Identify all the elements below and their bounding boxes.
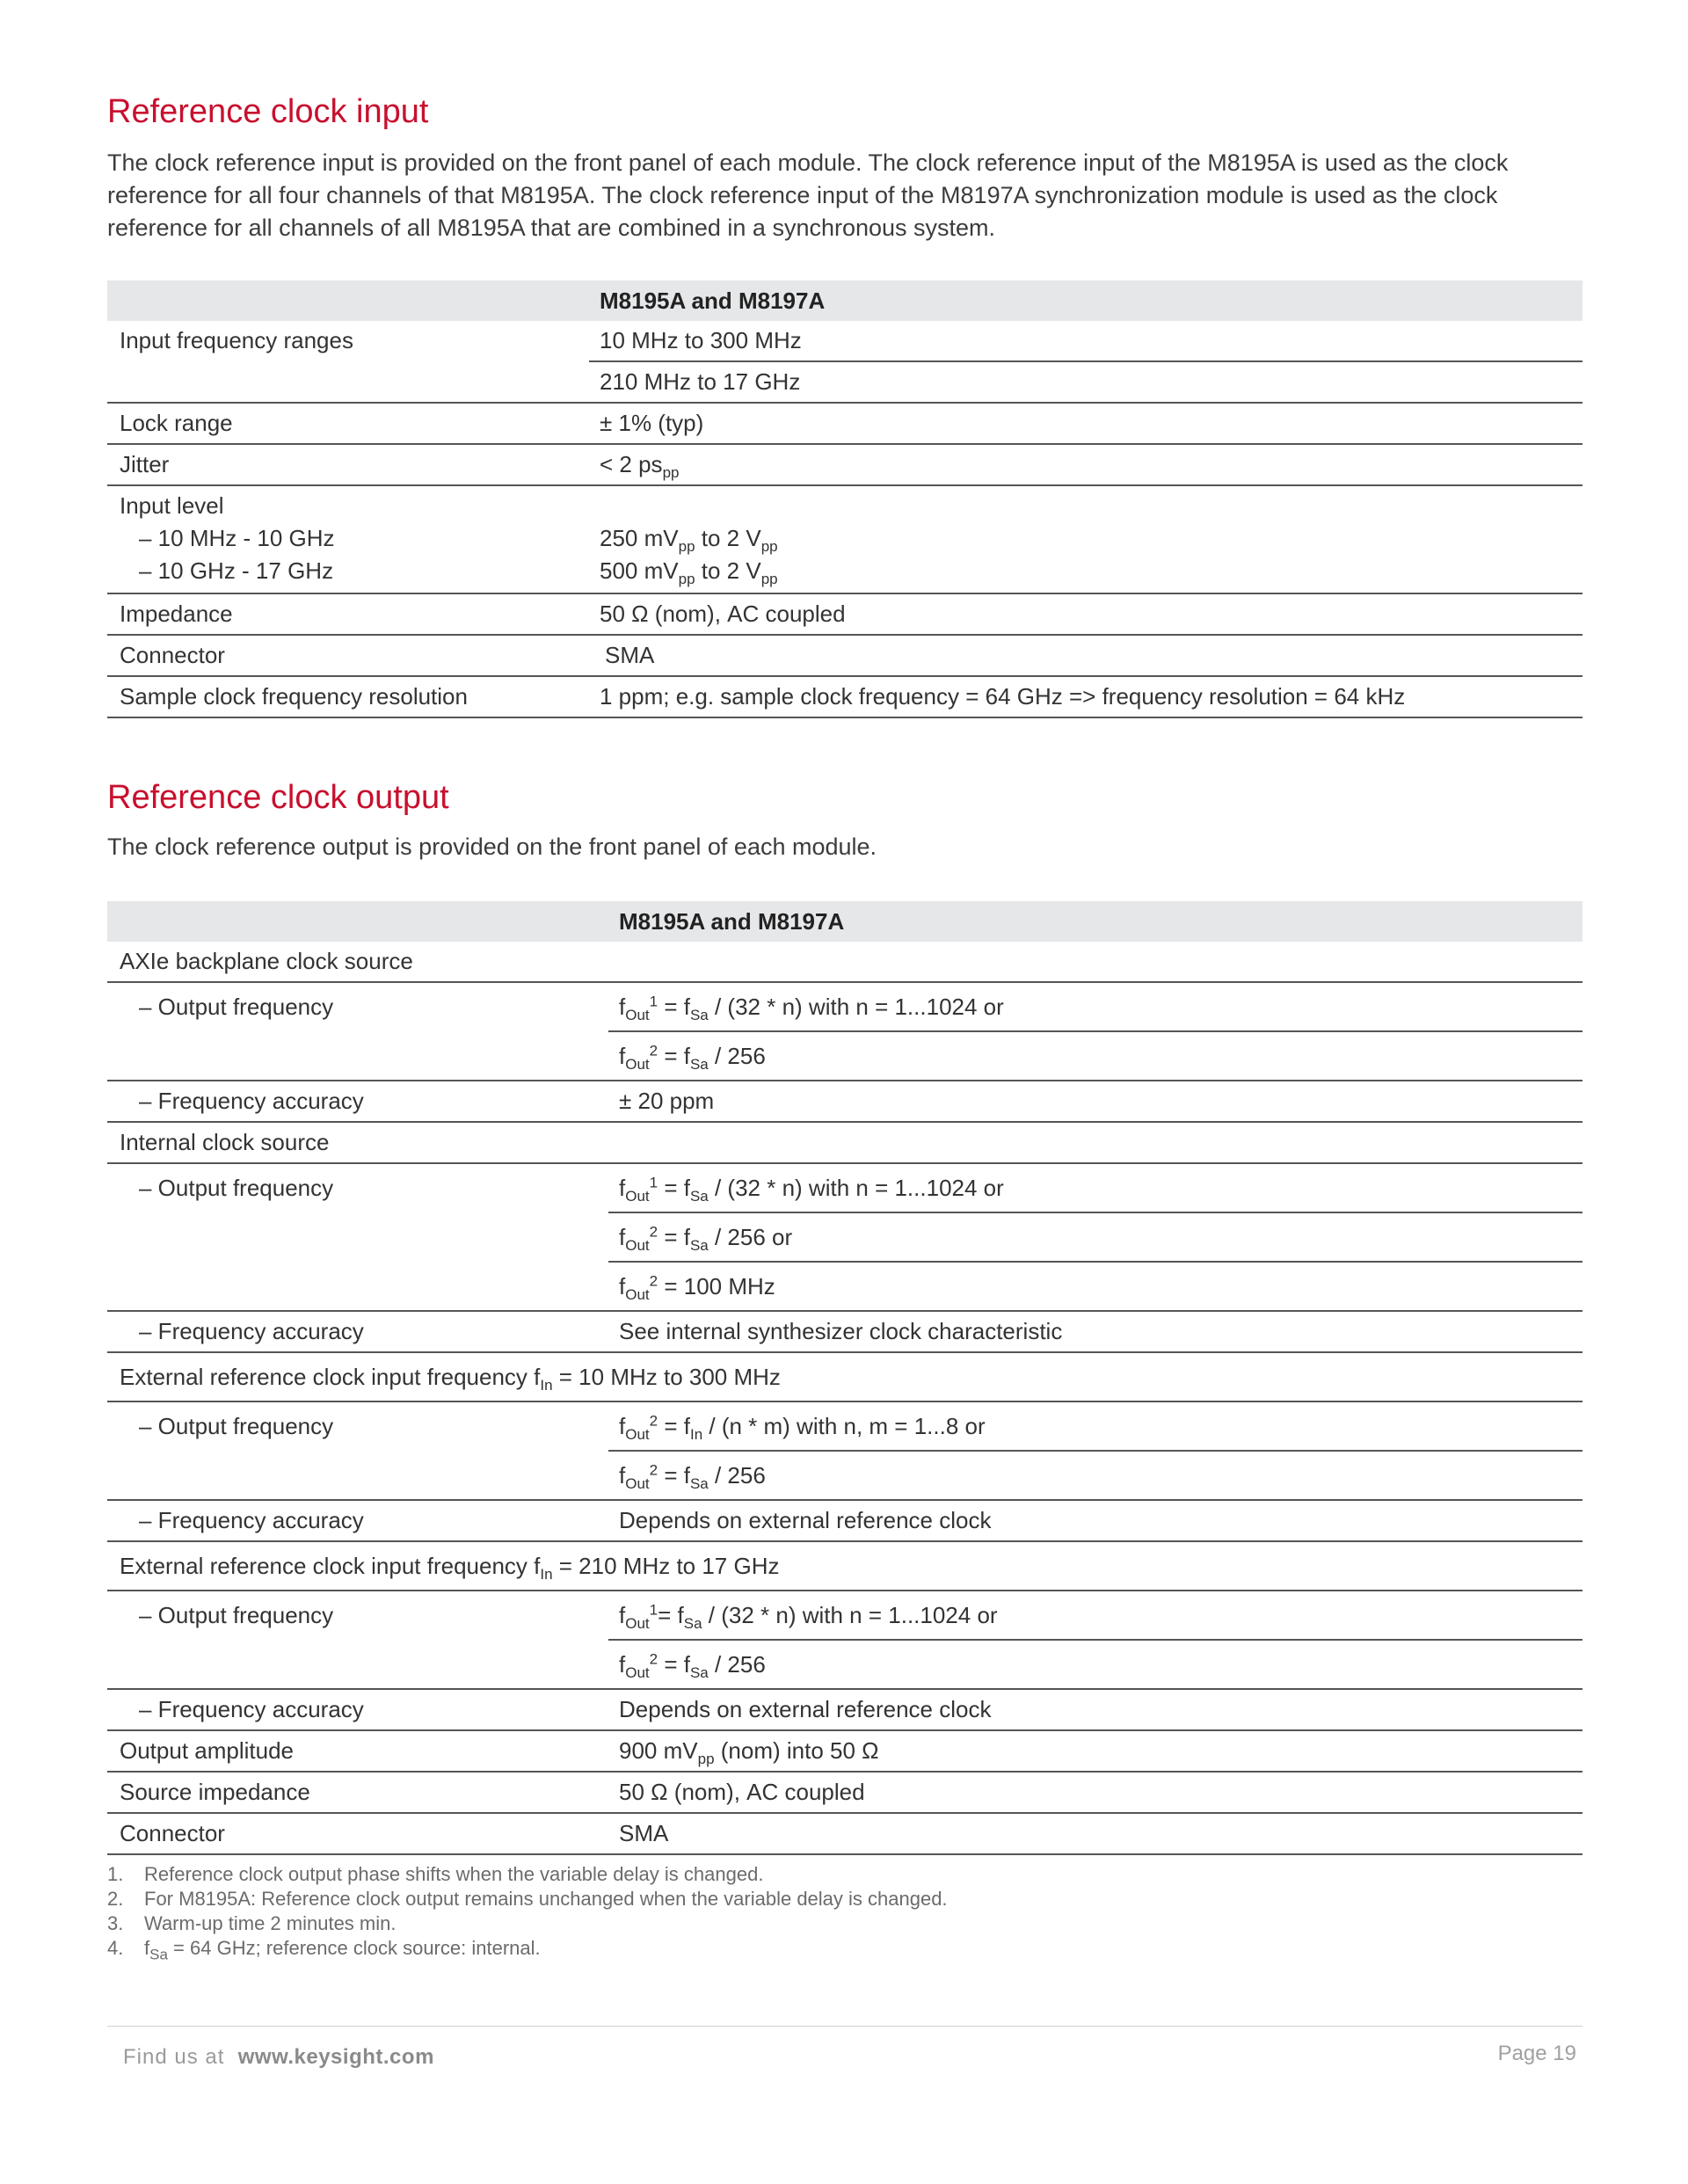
formula-value: $f_{Out}^1= f_{Sa} / (32 * n)$ with n = 1...1024 or xyxy=(608,1591,1582,1640)
external-source-1-label: External reference clock input frequency $f_{In} = 10$ MHz to 300 MHz xyxy=(107,1352,1582,1401)
resolution-value: 1 ppm; e.g. sample clock frequency = 64 GHz => frequency resolution = 64 kHz xyxy=(589,676,1582,717)
table-row xyxy=(107,982,1582,1031)
output-frequency-label: – Output frequency xyxy=(139,1175,334,1201)
page-number: Page 19 xyxy=(1497,2042,1576,2065)
frequency-accuracy-value: Depends on external reference clock xyxy=(608,1689,1582,1730)
table-row xyxy=(107,361,1582,403)
table-row xyxy=(107,942,1582,982)
external-source-2-label: External reference clock input frequency $f_{In} = 210$ MHz to 17 GHz xyxy=(107,1541,1582,1591)
internal-source-label: Internal clock source xyxy=(107,1122,1582,1163)
table-row xyxy=(107,593,1582,635)
impedance-label: Impedance xyxy=(107,593,589,635)
input-section-title: Reference clock input xyxy=(107,93,429,130)
frequency-accuracy-label: – Frequency accuracy xyxy=(107,1081,608,1122)
table-row xyxy=(107,1401,1582,1451)
footer-find-us: Find us at www.keysight.com xyxy=(123,2045,434,2069)
table-row xyxy=(107,321,1582,361)
input-frequency-range-2: 210 MHz to 17 GHz xyxy=(589,361,1582,403)
output-intro-paragraph: The clock reference output is provided on the front panel of each module. xyxy=(107,834,877,860)
output-spec-table xyxy=(107,901,1582,1855)
table-row xyxy=(107,1730,1582,1772)
output-amplitude-label: Output amplitude xyxy=(107,1730,608,1772)
formula-value: $f_{Out}^2 = 100$ MHz xyxy=(608,1262,1582,1311)
footer-website-link[interactable]: www.keysight.com xyxy=(237,2045,434,2069)
table-row xyxy=(107,1163,1582,1212)
footnote: 3. Warm-up time 2 minutes min. xyxy=(107,1912,397,1934)
output-frequency-label: – Output frequency xyxy=(139,994,334,1020)
table-row xyxy=(107,1541,1582,1591)
table-row xyxy=(107,1500,1582,1541)
table-row xyxy=(107,403,1582,444)
connector-label: Connector xyxy=(107,1813,608,1854)
footnote: 4. $f_{Sa} = 64$ GHz; reference clock source: internal. xyxy=(107,1937,541,1963)
table-row xyxy=(107,1640,1582,1689)
output-amplitude-value: 900 $mV_{pp}$ (nom) into 50 Ω xyxy=(608,1730,1582,1772)
footnotes xyxy=(107,1862,948,1961)
formula-value: $f_{Out}^2 = f_{Sa} / 256$ xyxy=(608,1451,1582,1500)
table-row xyxy=(107,676,1582,717)
output-frequency-label: – Output frequency xyxy=(139,1602,334,1628)
table-row xyxy=(107,1689,1582,1730)
table-row xyxy=(107,1081,1582,1122)
input-frequency-label: Input frequency ranges xyxy=(120,327,353,353)
table-row xyxy=(107,1031,1582,1081)
jitter-value: < 2 $ps_{pp}$ xyxy=(589,444,1582,485)
lock-range-label: Lock range xyxy=(107,403,589,444)
frequency-accuracy-value: ± 20 ppm xyxy=(608,1081,1582,1122)
output-section-title: Reference clock output xyxy=(107,779,449,816)
table-row xyxy=(107,485,1582,593)
table-row xyxy=(107,1772,1582,1813)
resolution-label: Sample clock frequency resolution xyxy=(107,676,589,717)
frequency-accuracy-value: Depends on external reference clock xyxy=(608,1500,1582,1541)
source-impedance-label: Source impedance xyxy=(107,1772,608,1813)
connector-label: Connector xyxy=(107,635,589,676)
frequency-accuracy-value: See internal synthesizer clock characteristic xyxy=(608,1311,1582,1352)
input-frequency-range-1: 10 MHz to 300 MHz xyxy=(589,321,1582,361)
footnote: 2. For M8195A: Reference clock output remains unchanged when the variable delay is changed. xyxy=(107,1888,948,1910)
input-level-value: 250 $mV_{pp}$ to 2 $V_{pp}$ 500 $mV_{pp}$ to 2 $V_{pp}$ xyxy=(589,485,1582,593)
frequency-accuracy-label: – Frequency accuracy xyxy=(107,1689,608,1730)
footer-divider xyxy=(107,2026,1582,2027)
formula-value: $f_{Out}^2 = f_{Sa} / 256$ xyxy=(608,1031,1582,1081)
table-header-row xyxy=(107,901,1582,942)
table-row xyxy=(107,1451,1582,1500)
connector-value: SMA xyxy=(589,635,1582,676)
input-spec-table xyxy=(107,280,1582,718)
formula-value: $f_{Out}^2 = f_{Sa} / 256$ or xyxy=(608,1212,1582,1262)
table-header-label: M8195A and M8197A xyxy=(608,901,1582,942)
table-row xyxy=(107,444,1582,485)
table-row xyxy=(107,1311,1582,1352)
input-level-label: Input level – 10 MHz - 10 GHz – 10 GHz - 17 GHz xyxy=(107,485,589,593)
table-row xyxy=(107,1122,1582,1163)
formula-value: $f_{Out}^2 = f_{In} / (n * m)$ with n, m = 1...8 or xyxy=(608,1401,1582,1451)
table-row xyxy=(107,1813,1582,1854)
table-row xyxy=(107,1212,1582,1262)
footnote: 1. Reference clock output phase shifts when the variable delay is changed. xyxy=(107,1863,764,1885)
output-frequency-label: – Output frequency xyxy=(139,1413,334,1439)
connector-value: SMA xyxy=(608,1813,1582,1854)
frequency-accuracy-label: – Frequency accuracy xyxy=(107,1500,608,1541)
input-intro-paragraph: The clock reference input is provided on the front panel of each module. The clock reference input of the M8195A is used as the clock reference for all four channels of that M8195A. The clock reference input of the M8197A synchronization module is used as the clock reference for all channels of all M8195A that are combined in a synchronous system. xyxy=(107,149,1509,241)
table-row xyxy=(107,1352,1582,1401)
table-header-row xyxy=(107,280,1582,321)
formula-value: $f_{Out}^2 = f_{Sa} / 256$ xyxy=(608,1640,1582,1689)
axle-source-label: AXIe backplane clock source xyxy=(107,942,1582,982)
formula-value: $f_{Out}^1 = f_{Sa} / (32 * n)$ with n = 1...1024 or xyxy=(608,982,1582,1031)
lock-range-value: ± 1% (typ) xyxy=(589,403,1582,444)
table-header-label: M8195A and M8197A xyxy=(589,280,1582,321)
table-row xyxy=(107,1262,1582,1311)
table-row xyxy=(107,635,1582,676)
impedance-value: 50 Ω (nom), AC coupled xyxy=(589,593,1582,635)
jitter-label: Jitter xyxy=(107,444,589,485)
source-impedance-value: 50 Ω (nom), AC coupled xyxy=(608,1772,1582,1813)
table-row xyxy=(107,1591,1582,1640)
frequency-accuracy-label: – Frequency accuracy xyxy=(107,1311,608,1352)
formula-value: $f_{Out}^1 = f_{Sa} / (32 * n)$ with n = 1...1024 or xyxy=(608,1163,1582,1212)
